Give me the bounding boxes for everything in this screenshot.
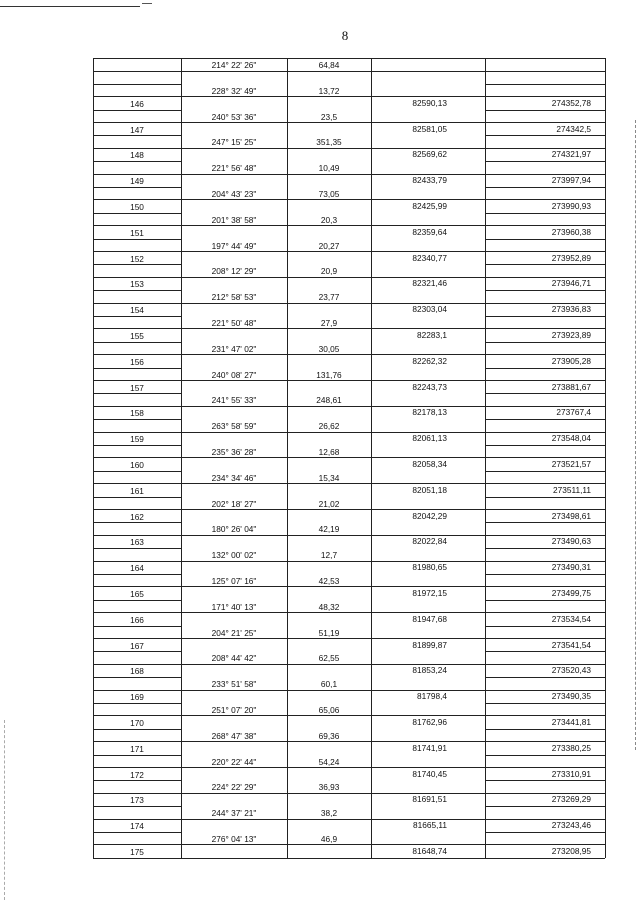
row-divider [93, 58, 605, 59]
distance-cell: 15,34 [318, 472, 340, 483]
distance-cell: 69,36 [318, 730, 340, 741]
y-coordinate-cell: 273923,89 [551, 329, 591, 340]
table-row [93, 832, 605, 858]
row-divider [485, 522, 605, 523]
distance-cell: 27,9 [320, 317, 338, 328]
direction-angle-cell: 247° 15' 25" [211, 137, 257, 148]
table-row [93, 574, 605, 600]
direction-angle-cell: 228° 32' 49" [211, 85, 257, 96]
row-divider [93, 780, 181, 781]
row-divider [485, 290, 605, 291]
direction-angle-cell: 208° 12' 29" [211, 266, 257, 277]
row-divider [93, 471, 181, 472]
direction-angle-cell: 241° 55' 33" [211, 395, 257, 406]
table-row [93, 548, 605, 574]
row-divider [93, 832, 181, 833]
table-row [93, 651, 605, 677]
table-row [93, 419, 605, 445]
row-divider [93, 755, 181, 756]
direction-angle-cell: 240° 08' 27" [211, 369, 257, 380]
x-coordinate-cell: 81853,24 [412, 665, 447, 676]
row-divider [485, 419, 605, 420]
direction-angle-cell: 212° 58' 53" [211, 292, 257, 303]
row-divider [485, 110, 605, 111]
column-divider [605, 755, 606, 781]
distance-cell: 12,68 [318, 446, 340, 457]
point-number-cell: 148 [130, 150, 144, 161]
row-divider [93, 187, 181, 188]
distance-cell: 42,53 [318, 575, 340, 586]
y-coordinate-cell: 273952,89 [551, 252, 591, 263]
row-divider [485, 651, 605, 652]
x-coordinate-cell: 81648,74 [412, 845, 447, 856]
point-number-cell: 159 [130, 434, 144, 445]
column-divider [605, 419, 606, 445]
row-divider [93, 290, 181, 291]
x-coordinate-cell: 81762,96 [412, 716, 447, 727]
point-number-cell: 168 [130, 666, 144, 677]
distance-cell: 23,77 [318, 292, 340, 303]
row-divider [93, 600, 181, 601]
point-number-cell: 156 [130, 356, 144, 367]
row-divider [93, 71, 605, 72]
x-coordinate-cell: 82042,29 [412, 510, 447, 521]
row-divider [93, 574, 181, 575]
row-divider [93, 239, 181, 240]
y-coordinate-cell: 274342,5 [556, 123, 591, 134]
point-number-cell: 152 [130, 253, 144, 264]
row-divider [93, 703, 181, 704]
row-divider [485, 729, 605, 730]
distance-cell: 46,9 [320, 833, 338, 844]
table-row [93, 806, 605, 832]
distance-cell: 48,32 [318, 601, 340, 612]
row-divider [93, 729, 181, 730]
y-coordinate-cell: 273520,43 [551, 665, 591, 676]
x-coordinate-cell: 81798,4 [417, 691, 447, 702]
y-coordinate-cell: 273490,63 [551, 536, 591, 547]
y-coordinate-cell: 273990,93 [551, 200, 591, 211]
table-row [93, 703, 605, 729]
column-divider [605, 368, 606, 394]
point-number-cell: 153 [130, 279, 144, 290]
distance-cell: 23,5 [320, 111, 338, 122]
row-divider [485, 445, 605, 446]
distance-cell: 38,2 [320, 808, 338, 819]
distance-cell: 20,9 [320, 266, 338, 277]
direction-angle-cell: 204° 21' 25" [211, 627, 257, 638]
point-number-cell: 155 [130, 330, 144, 341]
column-divider [605, 239, 606, 265]
direction-angle-cell: 180° 26' 04" [211, 524, 257, 535]
column-divider [605, 651, 606, 677]
column-divider [605, 832, 606, 858]
direction-angle-cell: 171° 40' 13" [211, 601, 257, 612]
point-number-cell: 163 [130, 537, 144, 548]
y-coordinate-cell: 273441,81 [551, 716, 591, 727]
point-number-cell: 173 [130, 795, 144, 806]
y-coordinate-cell: 273960,38 [551, 226, 591, 237]
distance-cell: 54,24 [318, 756, 340, 767]
table-row [93, 213, 605, 239]
direction-angle-cell: 233° 51' 58" [211, 679, 257, 690]
column-divider [605, 574, 606, 600]
distance-cell: 65,06 [318, 704, 340, 715]
distance-cell: 248,61 [316, 395, 342, 406]
row-divider [93, 419, 181, 420]
point-number-cell: 151 [130, 227, 144, 238]
direction-angle-cell: 221° 50' 48" [211, 317, 257, 328]
y-coordinate-cell: 273499,75 [551, 587, 591, 598]
direction-angle-cell: 221° 56' 48" [211, 163, 257, 174]
distance-cell: 42,19 [318, 524, 340, 535]
x-coordinate-cell: 82061,13 [412, 433, 447, 444]
row-divider [93, 316, 181, 317]
y-coordinate-cell: 273511,11 [553, 484, 591, 495]
direction-angle-cell: 125° 07' 16" [211, 575, 257, 586]
row-divider [485, 368, 605, 369]
x-coordinate-cell: 82425,99 [412, 200, 447, 211]
direction-angle-cell: 251° 07' 20" [211, 704, 257, 715]
row-divider [93, 342, 181, 343]
x-coordinate-cell: 82178,13 [412, 407, 447, 418]
table-row [93, 626, 605, 652]
table-row [93, 187, 605, 213]
x-coordinate-cell: 82340,77 [412, 252, 447, 263]
direction-angle-cell: 244° 37' 21" [211, 808, 257, 819]
column-divider [605, 703, 606, 729]
row-divider [485, 264, 605, 265]
row-divider [93, 651, 181, 652]
x-coordinate-cell: 82569,62 [412, 149, 447, 160]
row-divider [93, 213, 181, 214]
x-coordinate-cell: 82243,73 [412, 381, 447, 392]
direction-angle-cell: 234° 34' 46" [211, 472, 257, 483]
row-divider [93, 393, 181, 394]
column-divider [605, 522, 606, 548]
table-row [93, 780, 605, 806]
scan-margin-mark [4, 720, 5, 900]
y-coordinate-cell: 273498,61 [551, 510, 591, 521]
row-divider [93, 522, 181, 523]
row-divider [485, 806, 605, 807]
distance-cell: 26,62 [318, 421, 340, 432]
column-divider [605, 187, 606, 213]
column-divider [605, 780, 606, 806]
row-divider [93, 626, 181, 627]
column-divider [605, 264, 606, 290]
column-divider [605, 497, 606, 523]
table-bottom-border [93, 858, 605, 859]
row-divider [485, 316, 605, 317]
table-row [93, 84, 605, 110]
distance-cell: 60,1 [320, 679, 338, 690]
column-divider [371, 58, 372, 84]
row-divider [485, 393, 605, 394]
row-divider [485, 755, 605, 756]
y-coordinate-cell: 273269,29 [551, 794, 591, 805]
x-coordinate-cell: 81899,87 [412, 639, 447, 650]
table-row [93, 161, 605, 187]
y-coordinate-cell: 273767,4 [556, 407, 591, 418]
table-row [93, 445, 605, 471]
point-number-cell: 147 [130, 124, 144, 135]
distance-cell: 36,93 [318, 782, 340, 793]
scan-margin-mark [635, 120, 636, 750]
x-coordinate-cell: 81947,68 [412, 613, 447, 624]
y-coordinate-cell: 273490,31 [551, 562, 591, 573]
row-divider [93, 806, 181, 807]
table-row [93, 264, 605, 290]
point-number-cell: 165 [130, 588, 144, 599]
table-row [93, 58, 605, 84]
column-divider [93, 58, 94, 84]
x-coordinate-cell: 81740,45 [412, 768, 447, 779]
x-coordinate-cell: 82590,13 [412, 97, 447, 108]
column-divider [605, 600, 606, 626]
y-coordinate-cell: 273541,54 [551, 639, 591, 650]
x-coordinate-cell: 81741,91 [412, 742, 447, 753]
point-number-cell: 175 [130, 846, 144, 857]
row-divider [93, 677, 181, 678]
column-divider [605, 135, 606, 161]
table-row [93, 600, 605, 626]
y-coordinate-cell: 273936,83 [551, 304, 591, 315]
row-divider [485, 626, 605, 627]
row-divider [485, 239, 605, 240]
distance-cell: 51,19 [318, 627, 340, 638]
point-number-cell: 160 [130, 459, 144, 470]
x-coordinate-cell: 82283,1 [417, 329, 447, 340]
x-coordinate-cell: 82022,84 [412, 536, 447, 547]
row-divider [485, 471, 605, 472]
row-divider [485, 135, 605, 136]
column-divider [605, 626, 606, 652]
distance-cell: 20,3 [320, 214, 338, 225]
row-divider [93, 548, 181, 549]
table-row [93, 729, 605, 755]
row-divider [93, 135, 181, 136]
y-coordinate-cell: 273946,71 [551, 278, 591, 289]
row-divider [485, 497, 605, 498]
row-divider [485, 161, 605, 162]
point-number-cell: 149 [130, 176, 144, 187]
point-number-cell: 164 [130, 563, 144, 574]
column-divider [605, 342, 606, 368]
distance-cell: 351,35 [316, 137, 342, 148]
column-divider [605, 290, 606, 316]
table-row [93, 393, 605, 419]
y-coordinate-cell: 273380,25 [551, 742, 591, 753]
direction-angle-cell: 224° 22' 29" [211, 782, 257, 793]
direction-angle-cell: 132° 00' 02" [211, 550, 257, 561]
row-divider [485, 213, 605, 214]
y-coordinate-cell: 274352,78 [551, 97, 591, 108]
x-coordinate-cell: 82058,34 [412, 458, 447, 469]
column-divider [605, 393, 606, 419]
distance-cell: 64,84 [318, 60, 340, 70]
row-divider [485, 600, 605, 601]
y-coordinate-cell: 274321,97 [551, 149, 591, 160]
column-divider [605, 213, 606, 239]
column-divider [605, 161, 606, 187]
y-coordinate-cell: 273997,94 [551, 175, 591, 186]
row-divider [485, 780, 605, 781]
x-coordinate-cell: 81980,65 [412, 562, 447, 573]
direction-angle-cell: 208° 44' 42" [211, 653, 257, 664]
point-number-cell: 146 [130, 98, 144, 109]
direction-angle-cell: 204° 43' 23" [211, 188, 257, 199]
coordinates-table [93, 58, 605, 859]
column-divider [605, 84, 606, 110]
point-number-cell: 167 [130, 640, 144, 651]
row-divider [485, 677, 605, 678]
column-divider [605, 471, 606, 497]
point-number-cell: 174 [130, 821, 144, 832]
table-row [93, 368, 605, 394]
x-coordinate-cell: 81665,11 [413, 820, 447, 831]
row-divider [485, 703, 605, 704]
y-coordinate-cell: 273534,54 [551, 613, 591, 624]
table-row [93, 290, 605, 316]
y-coordinate-cell: 273905,28 [551, 355, 591, 366]
scan-artifact-line [142, 3, 152, 4]
column-divider [605, 58, 606, 84]
direction-angle-cell: 276° 04' 13" [211, 833, 257, 844]
x-coordinate-cell: 82321,46 [412, 278, 447, 289]
y-coordinate-cell: 273548,04 [551, 433, 591, 444]
table-row [93, 522, 605, 548]
row-divider [485, 548, 605, 549]
direction-angle-cell: 263° 58' 59" [211, 421, 257, 432]
point-number-cell: 157 [130, 382, 144, 393]
point-number-cell: 169 [130, 692, 144, 703]
column-divider [605, 729, 606, 755]
point-number-cell: 162 [130, 511, 144, 522]
direction-angle-cell: 214° 22' 26" [211, 60, 257, 70]
table-row [93, 497, 605, 523]
row-divider [485, 84, 605, 85]
point-number-cell: 161 [130, 485, 144, 496]
direction-angle-cell: 231° 47' 02" [211, 343, 257, 354]
column-divider [605, 110, 606, 136]
table-row [93, 135, 605, 161]
row-divider [485, 342, 605, 343]
x-coordinate-cell: 82359,64 [412, 226, 447, 237]
point-number-cell: 171 [130, 743, 144, 754]
distance-cell: 62,55 [318, 653, 340, 664]
point-number-cell: 158 [130, 408, 144, 419]
y-coordinate-cell: 273521,57 [551, 458, 591, 469]
direction-angle-cell: 220° 22' 44" [211, 756, 257, 767]
column-divider [605, 445, 606, 471]
page-number: 8 [341, 28, 349, 43]
row-divider [93, 264, 181, 265]
direction-angle-cell: 268° 47' 38" [211, 730, 257, 741]
direction-angle-cell: 235° 36' 28" [211, 446, 257, 457]
direction-angle-cell: 197° 44' 49" [211, 240, 257, 251]
column-divider [485, 58, 486, 84]
point-number-cell: 170 [130, 717, 144, 728]
distance-cell: 73,05 [318, 188, 340, 199]
row-divider [93, 368, 181, 369]
column-divider [605, 316, 606, 342]
scan-artifact-line [0, 6, 140, 7]
row-divider [93, 445, 181, 446]
row-divider [485, 187, 605, 188]
column-divider [605, 806, 606, 832]
x-coordinate-cell: 82433,79 [412, 175, 447, 186]
distance-cell: 21,02 [318, 498, 340, 509]
table-row [93, 677, 605, 703]
direction-angle-cell: 202° 18' 27" [211, 498, 257, 509]
table-row [93, 316, 605, 342]
row-divider [93, 161, 181, 162]
x-coordinate-cell: 82303,04 [412, 304, 447, 315]
table-row [93, 239, 605, 265]
y-coordinate-cell: 273310,91 [551, 768, 591, 779]
x-coordinate-cell: 82051,18 [412, 484, 447, 495]
distance-cell: 10,49 [318, 163, 340, 174]
distance-cell: 13,72 [318, 85, 340, 96]
distance-cell: 20,27 [318, 240, 340, 251]
y-coordinate-cell: 273881,67 [551, 381, 591, 392]
distance-cell: 131,76 [316, 369, 342, 380]
row-divider [93, 84, 181, 85]
distance-cell: 12,7 [320, 550, 338, 561]
point-number-cell: 150 [130, 201, 144, 212]
column-divider [605, 548, 606, 574]
row-divider [485, 574, 605, 575]
row-divider [93, 110, 181, 111]
point-number-cell: 172 [130, 769, 144, 780]
y-coordinate-cell: 273490,35 [551, 691, 591, 702]
y-coordinate-cell: 273243,46 [551, 820, 591, 831]
table-row [93, 110, 605, 136]
x-coordinate-cell: 81691,51 [412, 794, 447, 805]
x-coordinate-cell: 82262,32 [412, 355, 447, 366]
table-row [93, 755, 605, 781]
y-coordinate-cell: 273208,95 [551, 845, 591, 856]
table-row [93, 471, 605, 497]
table-row [93, 342, 605, 368]
column-divider [605, 677, 606, 703]
direction-angle-cell: 201° 38' 58" [211, 214, 257, 225]
direction-angle-cell: 240° 53' 36" [211, 111, 257, 122]
row-divider [485, 832, 605, 833]
distance-cell: 30,05 [318, 343, 340, 354]
point-number-cell: 154 [130, 305, 144, 316]
x-coordinate-cell: 81972,15 [412, 587, 447, 598]
x-coordinate-cell: 82581,05 [412, 123, 447, 134]
row-divider [93, 497, 181, 498]
point-number-cell: 166 [130, 614, 144, 625]
